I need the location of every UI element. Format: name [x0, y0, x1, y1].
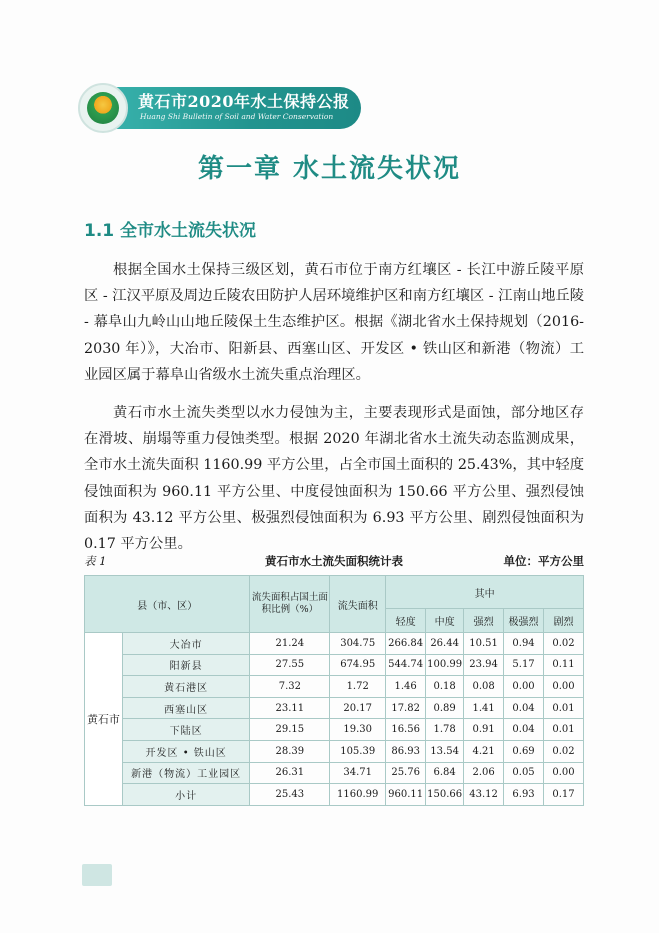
county-name-cell: 新港（物流）工业园区	[122, 762, 250, 784]
table-row	[85, 633, 584, 655]
severity-value-cell: 0.01	[544, 697, 584, 719]
header-very-intense: 极强烈	[504, 609, 544, 633]
severity-value-cell: 1.46	[386, 676, 426, 698]
severity-value-cell: 266.84	[386, 633, 426, 655]
severity-value-cell: 0.91	[464, 719, 504, 741]
severity-value-cell: 0.02	[544, 633, 584, 655]
header-ratio: 流失面积占国土面积比例（%）	[250, 576, 330, 633]
paragraph-2: 黄石市水土流失类型以水力侵蚀为主，主要表现形式是面蚀，部分地区存在滑坡、崩塌等重力侵蚀类型。根据 2020 年湖北省水土流失动态监测成果，全市水土流失面积 1160.99 平方公里，占全市国土面积的 25.43%，其中轻度侵蚀面积为 960.11 平方公里、中度侵蚀面积为 150.66 平方公里、强烈侵蚀面积为 43.12 平方公里、极强烈侵蚀面积为 6.93 平方公里、剧烈侵蚀面积为 0.17 平方公里。	[84, 405, 584, 553]
bulletin-title: 黄石市2020年水土保持公报	[138, 92, 350, 111]
severity-value-cell: 0.94	[504, 633, 544, 655]
table-row	[85, 740, 584, 762]
county-name-cell: 西塞山区	[122, 697, 250, 719]
table-row	[85, 762, 584, 784]
bulletin-subtitle: Huang Shi Bulletin of Soil and Water Conservation	[140, 112, 334, 121]
severity-value-cell: 960.11	[386, 784, 426, 806]
county-name-cell: 阳新县	[122, 654, 250, 676]
header-intense: 强烈	[464, 609, 504, 633]
area-cell: 19.30	[330, 719, 386, 741]
severity-value-cell: 17.82	[386, 697, 426, 719]
header-moderate: 中度	[426, 609, 464, 633]
area-cell: 1160.99	[330, 784, 386, 806]
table-row	[85, 719, 584, 741]
header-group: 其中	[386, 576, 584, 609]
logo-emblem	[87, 92, 119, 124]
ratio-cell: 21.24	[250, 633, 330, 655]
severity-value-cell: 0.00	[504, 676, 544, 698]
severity-value-cell: 0.08	[464, 676, 504, 698]
severity-value-cell: 2.06	[464, 762, 504, 784]
severity-value-cell: 0.89	[426, 697, 464, 719]
county-name-cell: 开发区 • 铁山区	[122, 740, 250, 762]
city-cell: 黄石市	[85, 633, 123, 806]
county-name-cell: 大冶市	[122, 633, 250, 655]
severity-value-cell: 0.02	[544, 740, 584, 762]
section-title: 1.1 全市水土流失状况	[84, 221, 257, 241]
header-county: 县（市、区）	[85, 576, 250, 633]
severity-value-cell: 25.76	[386, 762, 426, 784]
severity-value-cell: 544.74	[386, 654, 426, 676]
severity-value-cell: 0.00	[544, 762, 584, 784]
area-cell: 34.71	[330, 762, 386, 784]
severity-value-cell: 100.99	[426, 654, 464, 676]
severity-value-cell: 1.41	[464, 697, 504, 719]
severity-value-cell: 43.12	[464, 784, 504, 806]
bulletin-logo-icon	[78, 83, 128, 133]
severity-value-cell: 10.51	[464, 633, 504, 655]
severity-value-cell: 16.56	[386, 719, 426, 741]
severity-value-cell: 86.93	[386, 740, 426, 762]
severity-value-cell: 23.94	[464, 654, 504, 676]
severity-value-cell: 5.17	[504, 654, 544, 676]
severity-value-cell: 0.17	[544, 784, 584, 806]
severity-value-cell: 13.54	[426, 740, 464, 762]
area-cell: 674.95	[330, 654, 386, 676]
severity-value-cell: 0.01	[544, 719, 584, 741]
severity-value-cell: 1.78	[426, 719, 464, 741]
severity-value-cell: 0.11	[544, 654, 584, 676]
erosion-table	[84, 575, 584, 806]
area-cell: 1.72	[330, 676, 386, 698]
ratio-cell: 7.32	[250, 676, 330, 698]
chapter-title: 第一章 水土流失状况	[197, 154, 462, 184]
ratio-cell: 25.43	[250, 784, 330, 806]
county-name-cell: 下陆区	[122, 719, 250, 741]
paragraph-1: 根据全国水土保持三级区划，黄石市位于南方红壤区 - 长江中游丘陵平原区 - 江汉平原及周边丘陵农田防护人居环境维护区和南方红壤区 - 江南山地丘陵 - 幕阜山九岭山山地丘陵保土生态维护区。根据《湖北省水土保持规划（2016-2030 年）》，大冶市、阳新县、西塞山区、开发区 • 铁山区和新港（物流）工业园区属于幕阜山省级水土流失重点治理区。	[84, 262, 584, 383]
ratio-cell: 26.31	[250, 762, 330, 784]
page-number-tab	[82, 864, 112, 886]
table-row	[85, 697, 584, 719]
table-label: 表 1	[84, 554, 107, 568]
header-light: 轻度	[386, 609, 426, 633]
table-row	[85, 676, 584, 698]
severity-value-cell: 150.66	[426, 784, 464, 806]
header-severe: 剧烈	[544, 609, 584, 633]
severity-value-cell: 0.05	[504, 762, 544, 784]
ratio-cell: 27.55	[250, 654, 330, 676]
severity-value-cell: 0.04	[504, 719, 544, 741]
severity-value-cell: 0.69	[504, 740, 544, 762]
area-cell: 105.39	[330, 740, 386, 762]
severity-value-cell: 6.84	[426, 762, 464, 784]
severity-value-cell: 6.93	[504, 784, 544, 806]
table-row	[85, 784, 584, 806]
area-cell: 304.75	[330, 633, 386, 655]
ratio-cell: 28.39	[250, 740, 330, 762]
table-unit: 单位：平方公里	[503, 554, 584, 568]
severity-value-cell: 4.21	[464, 740, 504, 762]
header-area: 流失面积	[330, 576, 386, 633]
table-row	[85, 654, 584, 676]
ratio-cell: 29.15	[250, 719, 330, 741]
severity-value-cell: 0.18	[426, 676, 464, 698]
county-name-cell: 小计	[122, 784, 250, 806]
table-title: 黄石市水土流失面积统计表	[265, 554, 403, 568]
header-banner	[78, 83, 361, 133]
county-name-cell: 黄石港区	[122, 676, 250, 698]
severity-value-cell: 26.44	[426, 633, 464, 655]
severity-value-cell: 0.04	[504, 697, 544, 719]
ratio-cell: 23.11	[250, 697, 330, 719]
severity-value-cell: 0.00	[544, 676, 584, 698]
area-cell: 20.17	[330, 697, 386, 719]
